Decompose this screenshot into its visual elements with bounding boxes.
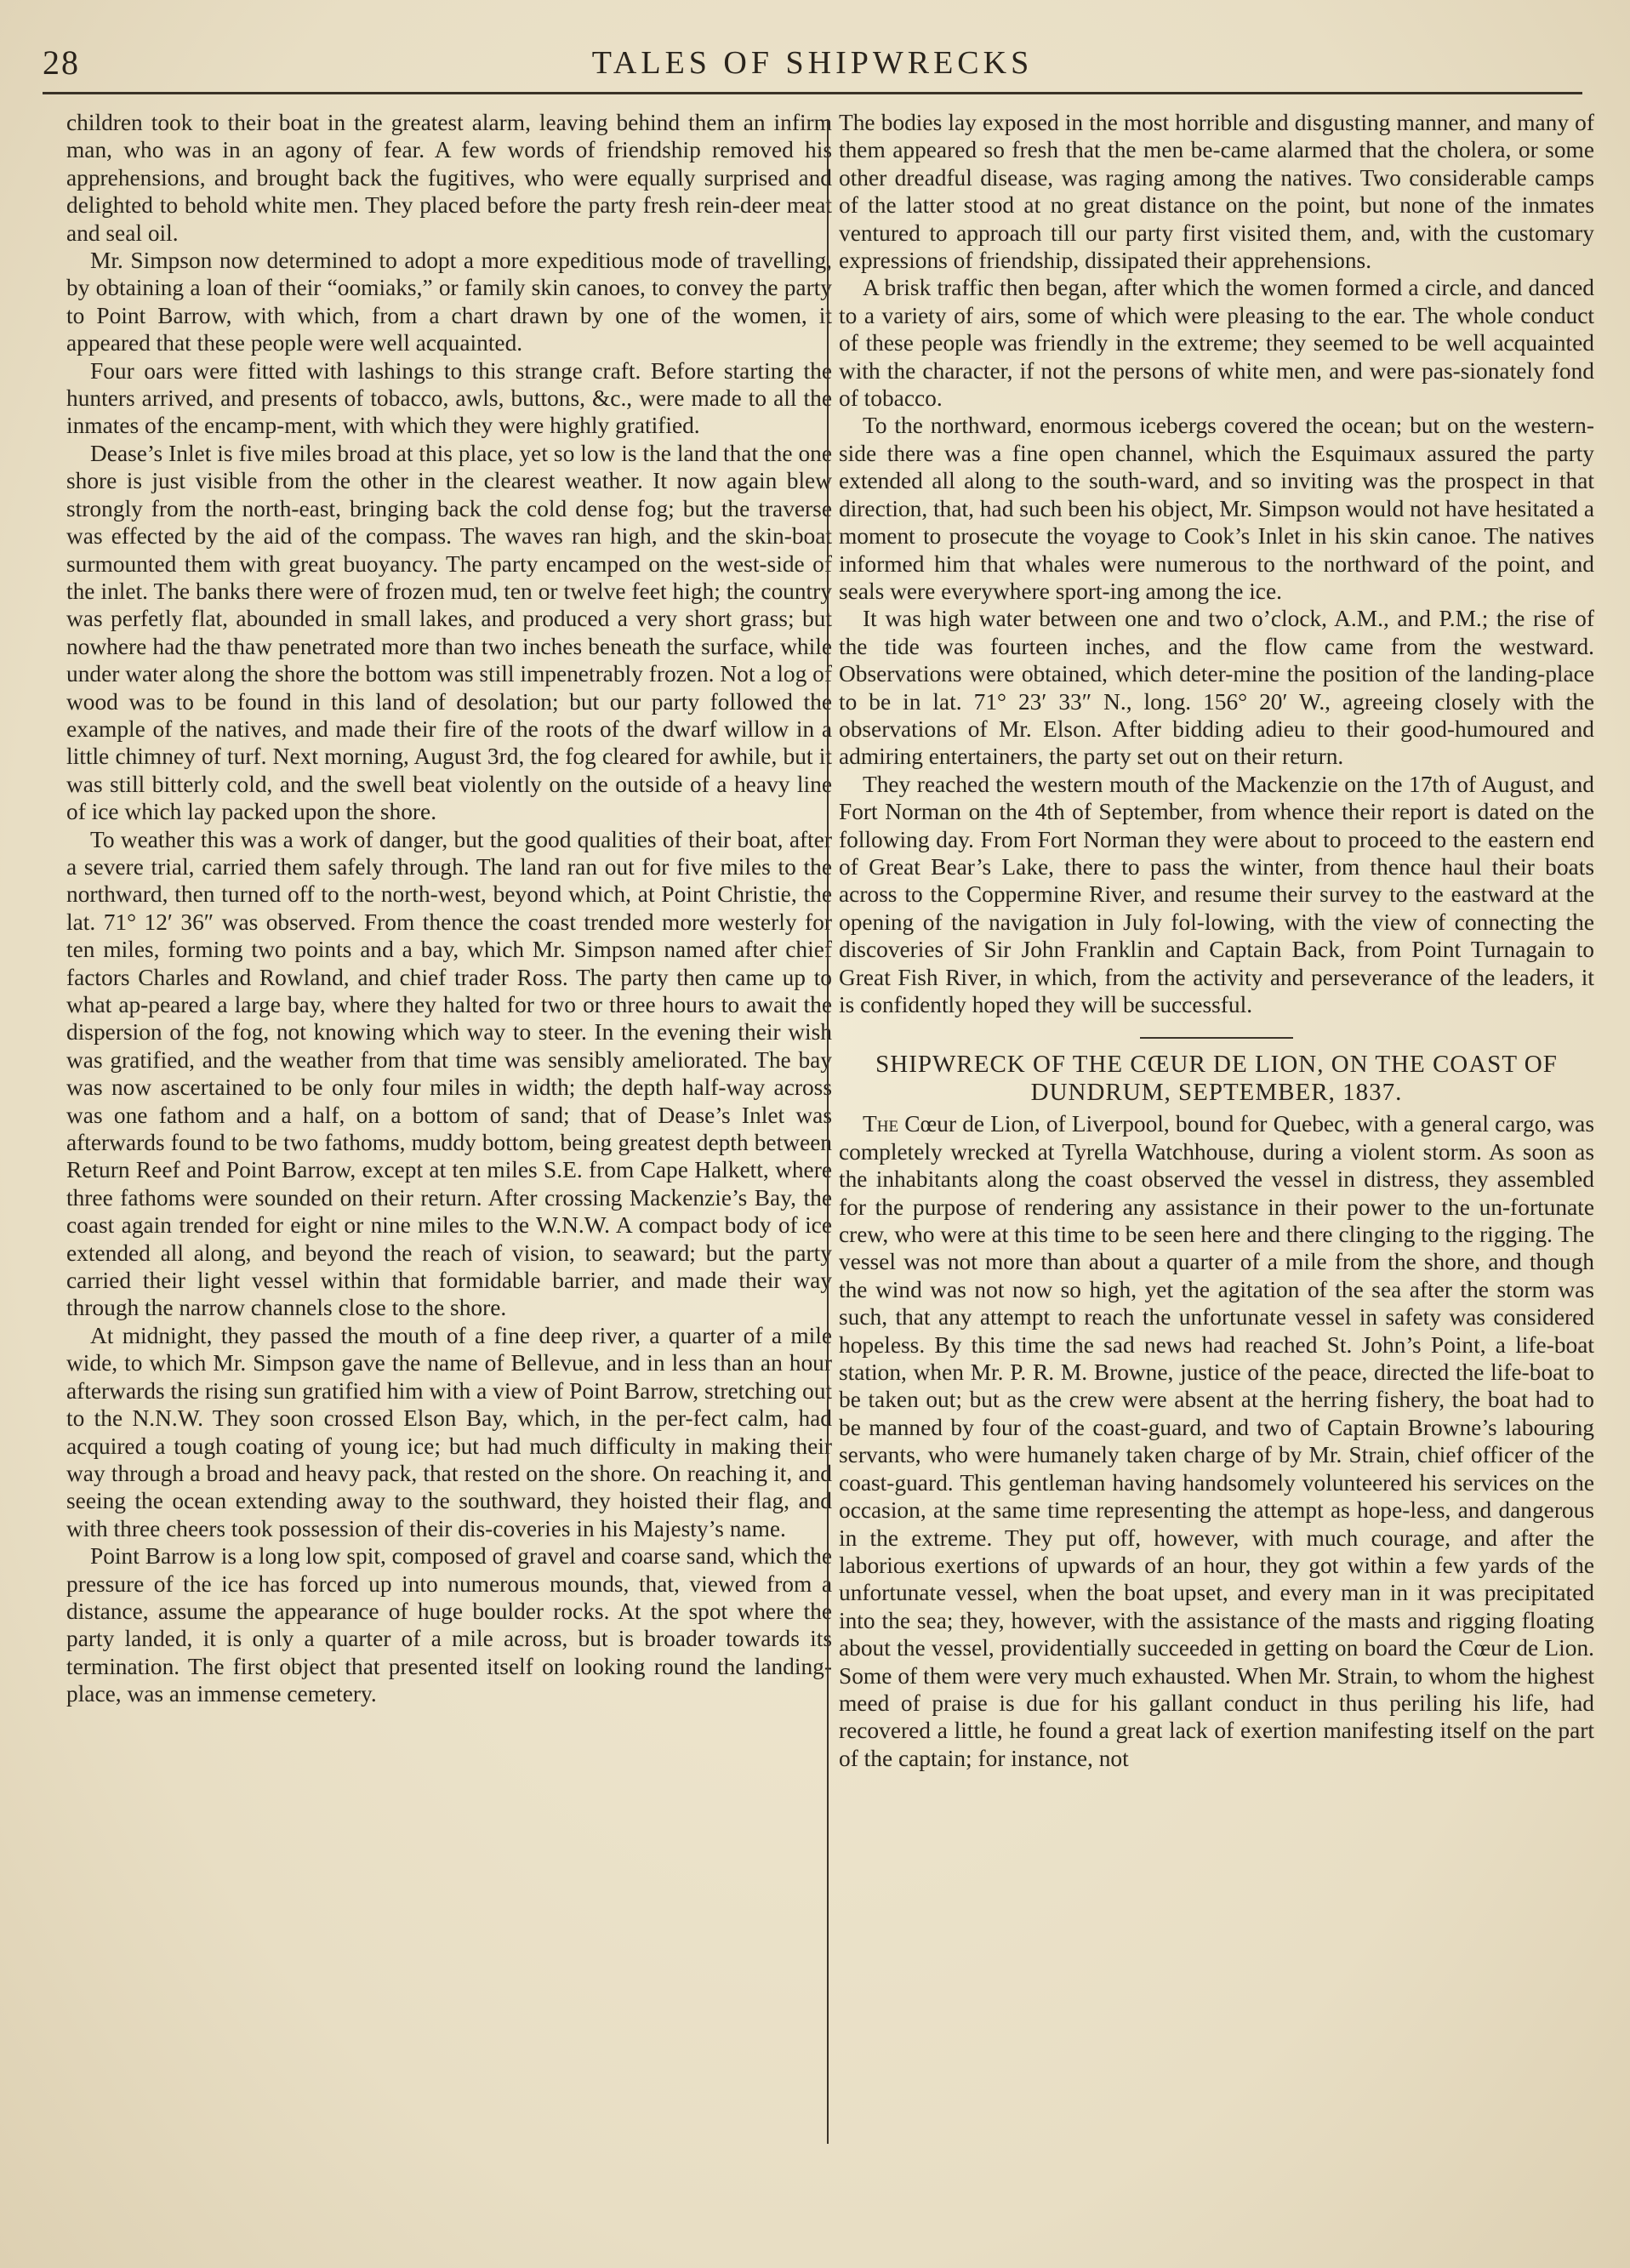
paragraph: To weather this was a work of danger, but the good qualities of their boat, after a severe trial, carried them safely through. The land ran out for five miles to the northward, then turned off to the north-west, beyond which, at Point Christie, the lat. 71° 12′ 36″ was observed. From thence the coast trended more westerly for ten miles, forming two points and a bay, which Mr. Simpson named after chief factors Charles and Rowland, and chief trader Ross. The party then came up to what ap-peared a large bay, where they halted for two or three hours to await the dispersion of the fog, not knowing which way to steer. In the evening their wish was gratified, and the weather from that time was sensibly ameliorated. The bay was now ascertained to be only four miles in width; the depth half-way across was one fathom and a half, on a bottom of sand; that of Dease’s Inlet was afterwards found to be two fathoms, muddy bottom, being greatest depth between Return Reef and Point Barrow, except at ten miles S.E. from Cape Halkett, where three fathoms were sounded on their return. After crossing Mackenzie’s Bay, the coast again trended for eight or nine miles to the W.N.W. A compact body of ice extended all along, and beyond the reach of vision, to seaward; but the party carried their light vessel within that formidable barrier, and made their way through the narrow channels close to the shore. <box>66 826 832 1321</box>
paragraph: It was high water between one and two o’clock, A.M., and P.M.; the rise of the tide was fourteen inches, and the flow came from the westward. Observations were obtained, which deter-mine the position of the landing-place to be in lat. 71° 23′ 33″ N., long. 156° 20′ W., agreeing closely with the observations of Mr. Elson. After bidding adieu to their good-humoured and admiring entertainers, the party set out on their return. <box>839 606 1594 770</box>
page-number: 28 <box>43 43 80 82</box>
paragraph: Dease’s Inlet is five miles broad at this place, yet so low is the land that the one shore is just visible from the other in the clearest weather. It now again blew strongly from the north-east, bringing back the cold dense fog; but the traverse was effected by the aid of the compass. The waves ran high, and the skin-boat surmounted them with great buoyancy. The party encamped on the west-side of the inlet. The banks there were of frozen mud, ten or twelve feet high; the country was perfetly flat, abounded in small lakes, and produced a very short grass; but nowhere had the thaw penetrated more than two inches beneath the surface, while under water along the shore the bottom was still impenetrably frozen. Not a log of wood was to be found in this land of desolation; but our party followed the example of the natives, and made their fire of the roots of the dwarf willow in a little chimney of turf. Next morning, August 3rd, the fog cleared for awhile, but it was still bitterly cold, and the swell beat violently on the outside of a heavy line of ice which lay packed upon the shore. <box>66 440 832 825</box>
left-column <box>66 109 832 1708</box>
paragraph: At midnight, they passed the mouth of a fine deep river, a quarter of a mile wide, to which Mr. Simpson gave the name of Bellevue, and in less than an hour afterwards the rising sun gratified him with a view of Point Barrow, stretching out to the N.N.W. They soon crossed Elson Bay, which, in the per-fect calm, had acquired a tough coating of young ice; but had much difficulty in making their way through a broad and heavy pack, that rested on the shore. On reaching it, and seeing the ocean extending away to the southward, they hoisted their flag, and with three cheers took possession of their dis-coveries in his Majesty’s name. <box>66 1322 832 1541</box>
section-paragraph-text: Cœur de Lion, of Liverpool, bound for Quebec, with a general cargo, was completely wrecked at Tyrella Watchhouse, during a violent storm. As soon as the inhabitants along the coast observed the vessel in distress, they assembled for the purpose of rendering any assistance in their power to the un-fortunate crew, who were at this time to be seen here and there clinging to the rigging. The vessel was not more than about a quarter of a mile from the shore, and though the wind was not now so high, yet the agitation of the sea after the storm was such, that any attempt to reach the unfortunate vessel in safety was considered hopeless. By this time the sad news had reached St. John’s Point, a life-boat station, when Mr. P. R. M. Browne, justice of the peace, directed the life-boat to be taken out; but as the crew were absent at the herring fishery, the boat had to be manned by four of the coast-guard, and two of Captain Browne’s labouring servants, who were humanely taken charge of by Mr. Strain, chief officer of the coast-guard. This gentleman having handsomely volunteered his services on the occasion, at the same time representing the attempt as hope-less, and dangerous in the extreme. They put off, however, with much courage, and after the laborious exertions of upwards of an hour, they got within a few yards of the unfortunate vessel, when the boat upset, and every man in it was precipitated into the sea; they, however, with the assistance of the masts and rigging floating about the vessel, providentially succeeded in getting on board the Cœur de Lion. Some of them were very much exhausted. When Mr. Strain, to whom the highest meed of praise is due for his gallant conduct in thus periling his life, had recovered a little, he found a great lack of exertion manifesting itself on the part of the captain; for instance, not <box>839 1111 1594 1771</box>
right-column <box>839 109 1594 1772</box>
paragraph: children took to their boat in the greatest alarm, leaving behind them an infirm man, who was in an agony of fear. A few words of friendship removed his apprehensions, and brought back the fugitives, who were equally surprised and delighted to behold white men. They placed before the party fresh rein-deer meat and seal oil. <box>66 110 832 246</box>
paragraph: To the northward, enormous icebergs covered the ocean; but on the western-side there was a fine open channel, which the Esquimaux assured the party extended all along to the south-ward, and so inviting was the prospect in that direction, that, had such been his object, Mr. Simpson would not have hesitated a moment to prosecute the voyage to Cook’s Inlet in his skin canoe. The natives informed him that whales were numerous to the northward of the point, and seals were everywhere sport-ing among the ice. <box>839 413 1594 604</box>
section-paragraph <box>839 1110 1594 1772</box>
paragraph: They reached the western mouth of the Mackenzie on the 17th of August, and Fort Norman on the 4th of September, from whence their report is dated on the following day. From Fort Norman they were about to proceed to the eastern end of Great Bear’s Lake, there to pass the winter, from thence haul their boats across to the Coppermine River, and resume their survey to the eastward at the opening of the navigation in July fol-lowing, with the view of connecting the discoveries of Sir John Franklin and Captain Back, from Point Turnagain to Great Fish River, in which, from the activity and perseverance of the leaders, it is confidently hoped they will be successful. <box>839 771 1594 1017</box>
running-title: TALES OF SHIPWRECKS <box>591 45 1034 81</box>
section-heading: SHIPWRECK OF THE CŒUR DE LION, ON THE COAST OF DUNDRUM, SEPTEMBER, 1837. <box>875 1051 1558 1107</box>
page-header <box>43 34 1582 102</box>
section-divider <box>1140 1037 1293 1039</box>
paragraph: Mr. Simpson now determined to adopt a more expeditious mode of travelling, by obtaining a loan of their “oomiaks,” or family skin canoes, to convey the party to Point Barrow, with which, from a chart drawn by one of the women, it appeared that these people were well acquainted. <box>66 248 832 356</box>
paragraph: A brisk traffic then began, after which the women formed a circle, and danced to a variety of airs, some of which were pleasing to the ear. The whole conduct of these people was friendly in the extreme; they seemed to be well acquainted with the character, if not the persons of white men, and were pas-sionately fond of tobacco. <box>839 275 1594 412</box>
header-rule <box>43 92 1582 94</box>
paragraph: Four oars were fitted with lashings to this strange craft. Before starting the hunters arrived, and presents of tobacco, awls, buttons, &c., were made to all the inmates of the encamp-ment, with which they were highly gratified. <box>66 357 832 439</box>
paragraph: The bodies lay exposed in the most horrible and disgusting manner, and many of them appeared so fresh that the men be-came alarmed that the cholera, or some other dreadful disease, was raging among the natives. Two considerable camps of the latter stood at no great distance on the point, but none of the inmates ventured to approach till our party first visited them, and, with the customary expressions of friendship, dissipated their apprehensions. <box>839 110 1594 274</box>
column-divider <box>827 119 829 2144</box>
section-first-word: The <box>863 1111 899 1137</box>
paragraph: Point Barrow is a long low spit, composed of gravel and coarse sand, which the pressure of the ice has forced up into numerous mounds, that, viewed from a distance, assume the appearance of huge boulder rocks. At the spot where the party landed, it is only a quarter of a mile across, but is broader towards its termination. The first object that presented itself on looking round the landing-place, was an immense cemetery. <box>66 1543 832 1707</box>
